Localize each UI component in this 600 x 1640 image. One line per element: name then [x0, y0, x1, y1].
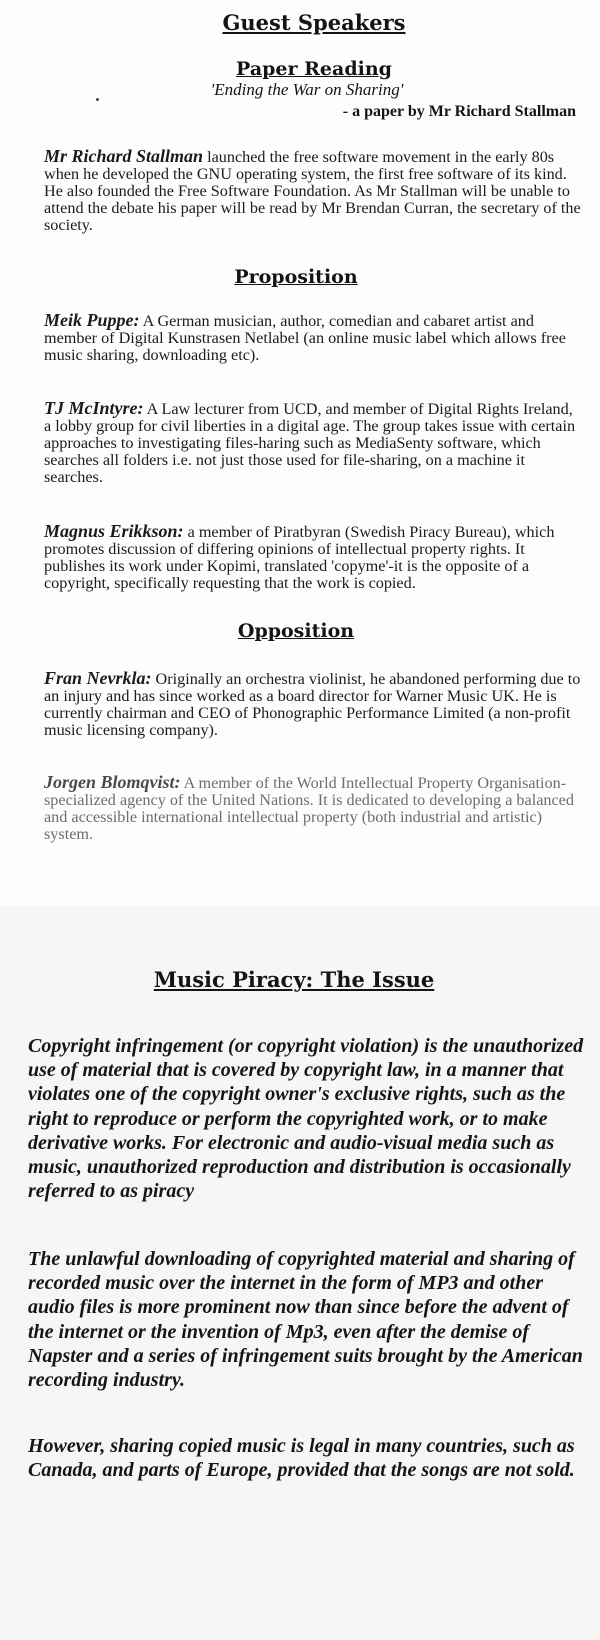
paper-reading-heading: Paper Reading [236, 58, 392, 80]
speaker-name: Magnus Erikkson: [44, 521, 184, 541]
guest-speakers-heading: Guest Speakers [222, 10, 406, 35]
issue-paragraph: However, sharing copied music is legal in many countries, such as Canada, and parts of Europe, provided that the songs are not sold. [28, 1435, 575, 1482]
opposition-speaker [44, 670, 584, 739]
speaker-bio: A member of the World Intellectual Property Organisation-specialized agency of the United Nations. It is dedicated to developing a balanced and accessible international intellectual property (both industrial and artistic) system. [44, 774, 574, 843]
opposition-heading: Opposition [237, 620, 355, 642]
speaker-bio: A Law lecturer from UCD, and member of Digital Rights Ireland, a lobby group for civil liberties in a digital age. The group takes issue with certain approaches to investigating files-haring such as MediaSenty software, which searches all folders i.e. not just those used for file-sharing, on a machine it searches. [44, 400, 576, 486]
stallman-paragraph [44, 148, 584, 234]
speaker-name: Jorgen Blomqvist: [44, 772, 181, 792]
proposition-heading: Proposition [234, 266, 358, 288]
speaker-bio: a member of Piratbyran (Swedish Piracy Bureau), which promotes discussion of differing opinions of intellectual property rights. It publishes its work under Kopimi, translated 'copyme'-it is the opposite of a copyright, specifically requesting that the work is copied. [44, 523, 555, 592]
proposition-speaker [44, 400, 584, 486]
speaker-bio: launched the free software movement in the early 80s when he developed the GNU operating system, the first free software of its kind. He also founded the Free Software Foundation. As Mr Stallman will be unable to attend the debate his paper will be read by Mr Brendan Curran, the secretary of the society. [44, 148, 581, 234]
speaker-name: Mr Richard Stallman [44, 146, 204, 166]
issue-paragraph: Copyright infringement (or copyright violation) is the unauthorized use of material that is covered by copyright law, in a manner that violates one of the copyright owner's exclusive rights, such as the right to reproduce or perform the copyrighted work, or to make derivative works. For electronic and audio-visual media such as music, unauthorized reproduction and distribution is occasionally referred to as piracy [28, 1035, 584, 1203]
speaker-bio: Originally an orchestra violinist, he abandoned performing due to an injury and has since worked as a board director for Warner Music UK. He is currently chairman and CEO of Phonographic Performance Limited (a non-profit music licensing company). [44, 670, 581, 739]
paper-author: - a paper by Mr Richard Stallman [342, 103, 576, 120]
speaker-name: TJ McIntyre: [44, 398, 144, 418]
issue-paragraph: The unlawful downloading of copyrighted material and sharing of recorded music over the internet in the form of MP3 and other audio files is more prominent now than since before the advent of the internet or the invention of Mp3, even after the demise of Napster and a series of infringement suits brought by the American recording industry. [28, 1248, 583, 1392]
proposition-speaker [44, 312, 584, 364]
paper-title: 'Ending the War on Sharing' [210, 80, 404, 99]
speaker-name: Fran Nevrkla: [44, 668, 152, 688]
proposition-speaker [44, 523, 584, 592]
speaker-name: Meik Puppe: [44, 310, 140, 330]
speaker-bio: A German musician, author, comedian and cabaret artist and member of Digital Kunstrasen Netlabel (an online music label which allows free music sharing, downloading etc). [44, 312, 566, 364]
opposition-speaker [44, 774, 584, 843]
issue-heading: Music Piracy: The Issue [153, 967, 435, 992]
